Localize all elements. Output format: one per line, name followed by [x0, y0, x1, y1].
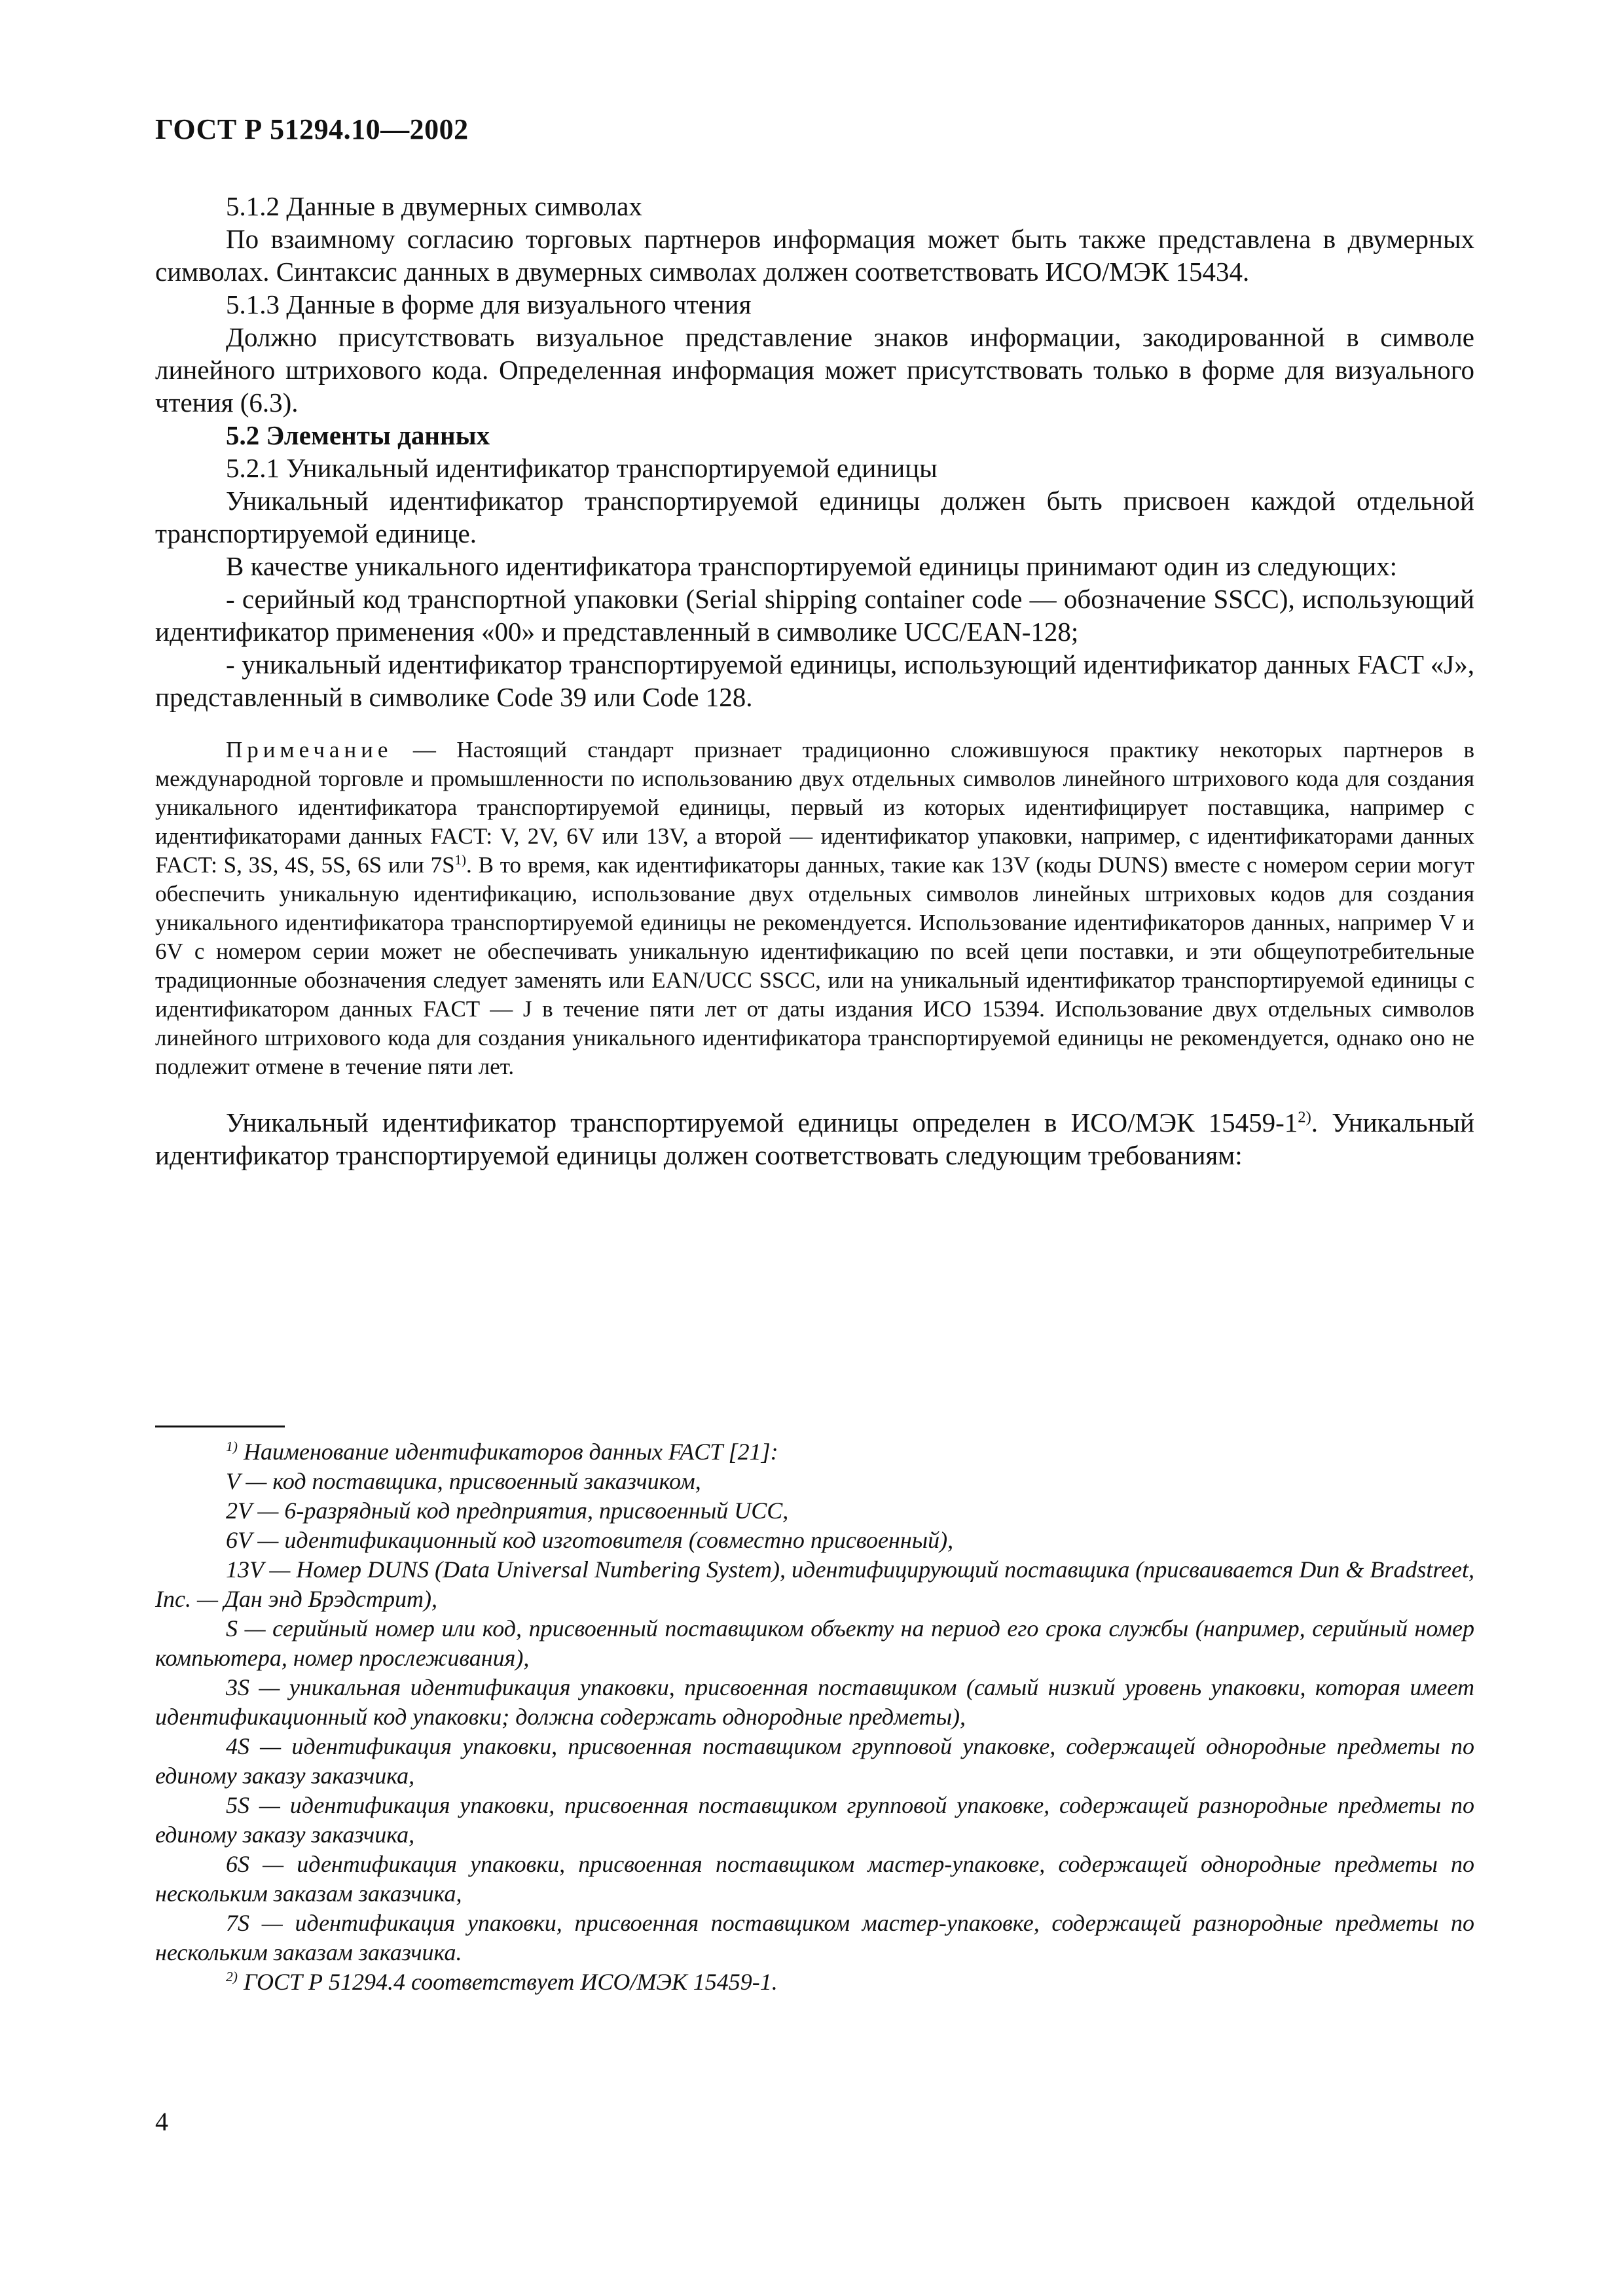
footnote-item: 6V — идентификационный код изготовителя (совместно присвоенный), [226, 1527, 954, 1553]
footnote-item: V — код поставщика, присвоенный заказчиком, [226, 1468, 701, 1494]
footnote-1-title: $^{1)}$ Наименование идентификаторов данных FACT [21]: [226, 1439, 778, 1465]
section-5-2-1-text-1: Уникальный идентификатор транспортируемой единицы должен быть присвоен каждой отдельной транспортируемой единице. [155, 486, 1474, 548]
section-5-1-3-text: Должно присутствовать визуальное представление знаков информации, закодированной в символе линейного штрихового кода. Определенная информация может присутствовать только в форме для визуального чтения (6.3). [155, 322, 1474, 418]
footnote-item: 13V — Номер DUNS (Data Universal Numbering System), идентифицирующий поставщика (присваивается Dun & Bradstreet, Inc. — Дан энд Брэдстрит), [155, 1556, 1474, 1612]
list-item-fact-j: - уникальный идентификатор транспортируемой единицы, использующий идентификатор данных FACT «J», представленный в символике Code 39 или Code 128. [155, 649, 1474, 712]
note-text-a: — Настоящий стандарт признает традиционно сложившуюся практику некоторых партнеров в международной торговле и промышленности по использованию двух отдельных символов линейного штрихового кода для создания уникального идентификатора транспортируемой единицы, первый из которых идентифицирует поставщика, например с идентификаторами данных FACT: V, 2V, 6V или 13V, а второй — идентификатор упаковки, например, с идентификаторами данных FACT: S, 3S, 4S, 5S, 6S или 7S [155, 737, 1474, 878]
document-header: ГОСТ Р 51294.10—2002 [155, 113, 469, 145]
page-number: 4 [155, 2107, 168, 2136]
footnote-item: 5S — идентификация упаковки, присвоенная поставщиком групповой упаковке, содержащей разнородные предметы по единому заказу заказчика, [155, 1792, 1474, 1848]
footnote-item: 3S — уникальная идентификация упаковки, присвоенная поставщиком (самый низкий уровень упаковки, которая имеет идентификационный код упаковки; должна содержать однородные предметы), [155, 1674, 1474, 1730]
section-5-2-1-text-2: В качестве уникального идентификатора транспортируемой единицы принимают один из следующих: [226, 551, 1398, 581]
final-paragraph [155, 1106, 1474, 1172]
footnote-separator [155, 1426, 285, 1427]
footnote-item: 4S — идентификация упаковки, присвоенная поставщиком групповой упаковке, содержащей однородные предметы по единому заказу заказчика, [155, 1733, 1474, 1789]
footnote-2: $^{2)}$ ГОСТ Р 51294.4 соответствует ИСО/МЭК 15459-1. [226, 1969, 778, 1995]
section-5-2-title: 5.2 Элементы данных [226, 420, 490, 450]
list-item-sscc: - серийный код транспортной упаковки (Serial shipping container code — обозначение SSCC), использующий идентификатор применения «00» и представленный в символике UCC/EAN-128; [155, 584, 1474, 647]
section-5-1-2-text: По взаимному согласию торговых партнеров информация может быть также представлена в двумерных символах. Синтаксис данных в двумерных символах должен соответствовать ИСО/МЭК 15434. [155, 224, 1474, 287]
footnote-2-mark: 2) [226, 1969, 238, 1984]
section-5-1-3-title: 5.1.3 Данные в форме для визуального чтения [226, 289, 752, 319]
note-label: Примечание [226, 737, 393, 762]
section-5-1-2-title: 5.1.2 Данные в двумерных символах [226, 191, 642, 221]
footnote-item: 2V — 6-разрядный код предприятия, присвоенный UCC, [226, 1498, 789, 1524]
footnote-item: 7S — идентификация упаковки, присвоенная поставщиком мастер-упаковке, содержащей разнородные предметы по нескольким заказам заказчика. [155, 1910, 1474, 1965]
section-5-2-1-title: 5.2.1 Уникальный идентификатор транспортируемой единицы [226, 453, 938, 483]
final-footnote-ref: 2) [1298, 1108, 1311, 1126]
footnote-item: S — серийный номер или код, присвоенный поставщиком объекту на период его срока службы (например, серийный номер компьютера, номер прослеживания), [155, 1615, 1474, 1671]
footnote-item: 6S — идентификация упаковки, присвоенная поставщиком мастер-упаковке, содержащей однородные предметы по нескольким заказам заказчика, [155, 1851, 1474, 1907]
note-text-b: . В то время, как идентификаторы данных, такие как 13V (коды DUNS) вместе с номером серии могут обеспечить уникальную идентификацию, использование двух отдельных символов линейных штриховых кодов для создания уникального идентификатора транспортируемой единицы не рекомендуется. Использование идентификаторов данных, например V и 6V с номером серии может не обеспечивать уникальную идентификацию по всей цепи поставки, и эти общеупотребительные традиционные обозначения следует заменять или EAN/UCC SSCC, или на уникальный идентификатор транспортируемой единицы с идентификатором данных FACT — J в течение пяти лет от даты издания ИСО 15394. Использование двух отдельных символов линейного штрихового кода для создания уникального идентификатора транспортируемой единицы не рекомендуется, однако оно не подлежит отмене в течение пяти лет. [155, 852, 1474, 1079]
final-text-a: Уникальный идентификатор транспортируемой единицы определен в ИСО/МЭК 15459-1 [226, 1107, 1298, 1138]
footnote-1-mark: 1) [226, 1439, 238, 1454]
note-footnote-ref: 1) [454, 852, 467, 868]
main-content [155, 190, 1474, 1172]
note-paragraph [155, 736, 1474, 1081]
final-text-b: . Уникальный идентификатор транспортируемой единицы должен соответствовать следующим требованиям: [155, 1107, 1474, 1170]
footnotes [155, 1437, 1474, 1997]
